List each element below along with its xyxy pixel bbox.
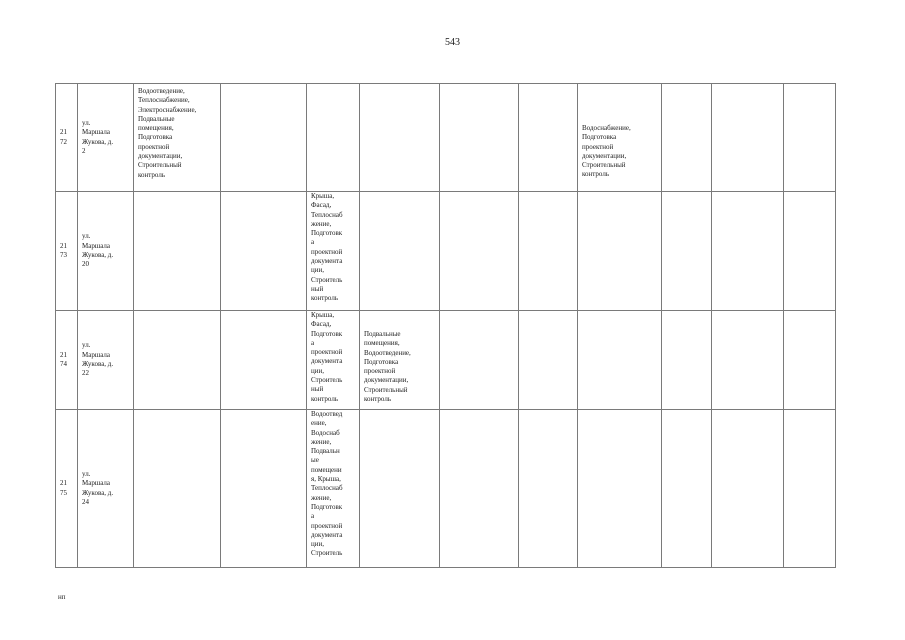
table-cell	[360, 84, 440, 192]
table-cell	[134, 192, 221, 311]
address-cell: ул. Маршала Жукова, д. 22	[78, 311, 134, 410]
footer-mark: нп	[58, 593, 66, 601]
table-cell	[440, 410, 519, 568]
table-cell	[134, 311, 221, 410]
table-cell	[307, 84, 360, 192]
row-number-cell: 21 73	[56, 192, 78, 311]
table-cell	[221, 311, 307, 410]
table-cell	[519, 410, 578, 568]
table-cell	[221, 192, 307, 311]
row-number-cell: 21 75	[56, 410, 78, 568]
table-cell	[578, 311, 662, 410]
table-cell	[221, 410, 307, 568]
work-types-cell: Водоотвед ение, Водоснаб жение, Подвальн ые помещени я, Крыша, Теплоснаб жение, Подготовк а проектной документа ции, Строитель	[307, 410, 360, 568]
table-cell	[784, 311, 836, 410]
address-cell: ул. Маршала Жукова, д. 20	[78, 192, 134, 311]
table-cell	[440, 84, 519, 192]
row-number-cell: 21 72	[56, 84, 78, 192]
table-cell	[712, 311, 784, 410]
table-row	[56, 311, 836, 410]
table-cell	[712, 410, 784, 568]
work-types-cell: Водоотведение, Теплоснабжение, Электроснабжение, Подвальные помещения, Подготовка проектной документации, Строительный контроль	[134, 84, 221, 192]
table-cell	[134, 410, 221, 568]
table-cell	[712, 192, 784, 311]
table-cell	[662, 192, 712, 311]
address-cell: ул. Маршала Жукова, д. 2	[78, 84, 134, 192]
page-number: 543	[445, 37, 460, 48]
table-cell	[519, 84, 578, 192]
repair-schedule-table	[55, 83, 836, 568]
row-number-cell: 21 74	[56, 311, 78, 410]
table-cell	[440, 311, 519, 410]
table-cell	[221, 84, 307, 192]
table-cell	[662, 410, 712, 568]
table-cell	[360, 410, 440, 568]
table-cell	[578, 192, 662, 311]
table-cell	[440, 192, 519, 311]
table-cell	[519, 311, 578, 410]
address-cell: ул. Маршала Жукова, д. 24	[78, 410, 134, 568]
table-row	[56, 410, 836, 568]
work-types-cell: Водоснабжение, Подготовка проектной документации, Строительный контроль	[578, 84, 662, 192]
table-row	[56, 84, 836, 192]
table-cell	[784, 410, 836, 568]
table-cell	[662, 84, 712, 192]
table-cell	[519, 192, 578, 311]
table-cell	[712, 84, 784, 192]
table-row	[56, 192, 836, 311]
table-cell	[662, 311, 712, 410]
work-types-cell: Крыша, Фасад, Теплоснаб жение, Подготовк а проектной документа ции, Строитель ный контроль	[307, 192, 360, 311]
table-cell	[360, 192, 440, 311]
table-cell	[784, 84, 836, 192]
work-types-cell: Крыша, Фасад, Подготовк а проектной документа ции, Строитель ный контроль	[307, 311, 360, 410]
table-cell	[784, 192, 836, 311]
table-cell	[578, 410, 662, 568]
work-types-cell: Подвальные помещения, Водоотведение, Подготовка проектной документации, Строительный контроль	[360, 311, 440, 410]
